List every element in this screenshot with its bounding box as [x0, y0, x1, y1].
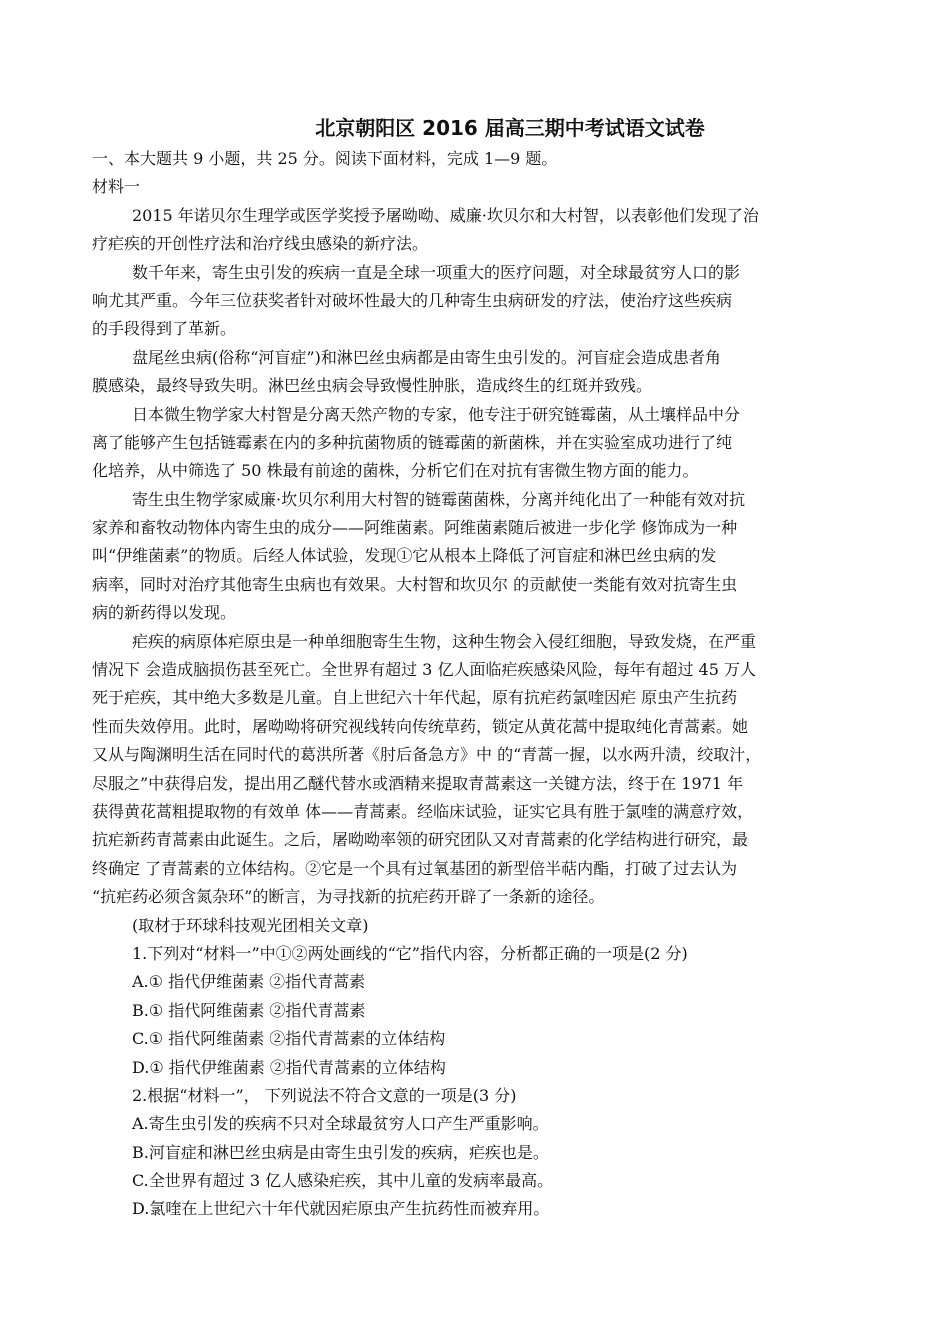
paragraph-line: 性而失效停用。此时，屠呦呦将研究视线转向传统草药，锁定从黄花蒿中提取纯化青蒿素。她	[92, 716, 749, 736]
paragraph-line: 死于疟疾，其中绝大多数是儿童。自上世纪六十年代起，原有抗疟药氯喹因疟 原虫产生抗药	[92, 688, 738, 708]
question-option: B.① 指代阿维菌素 ②指代青蒿素	[132, 1000, 366, 1020]
section-header: 一、本大题共 9 小题，共 25 分。阅读下面材料，完成 1—9 题。	[92, 149, 558, 168]
paragraph	[92, 344, 872, 401]
source-note: (取材于环球科技观光团相关文章)	[132, 915, 369, 935]
paragraph-line: 情况下 会造成脑损伤甚至死亡。全世界有超过 3 亿人面临疟疾感染风险，每年有超过 45 万人	[92, 660, 756, 680]
question-stem: 2.根据“材料一”， 下列说法不符合文意的一项是(3 分)	[132, 1085, 517, 1105]
paragraph-line: 2015 年诺贝尔生理学或医学奖授予屠呦呦、威廉·坎贝尔和大村智，以表彰他们发现了治	[132, 205, 759, 225]
paragraph-line: 又从与陶渊明生活在同时代的葛洪所著《肘后备急方》中 的“青蒿一握，以水两升渍，绞取汁，	[92, 745, 762, 765]
paragraph-line: “抗疟药必须含氮杂环”的断言，为寻找新的抗疟药开辟了一条新的途径。	[92, 887, 605, 907]
paragraph-line: 获得黄花蒿粗提取物的有效单 体——青蒿素。经临床试验，证实它具有胜于氯喹的满意疗效，	[92, 801, 754, 821]
paragraph	[92, 628, 872, 912]
paragraph-line: 响尤其严重。今年三位获奖者针对破坏性最大的几种寄生虫病研发的疗法，使治疗这些疾病	[92, 290, 733, 310]
paragraph	[92, 401, 872, 486]
paragraph-line: 病的新药得以发现。	[92, 603, 237, 623]
page-title: 北京朝阳区 2016 届高三期中考试语文试卷	[315, 116, 705, 140]
paragraph-line: 数千年来，寄生虫引发的疾病一直是全球一项重大的医疗问题，对全球最贫穷人口的影	[132, 262, 741, 282]
paragraph-line: 家养和畜牧动物体内寄生虫的成分——阿维菌素。阿维菌素随后被进一步化学 修饰成为一种	[92, 518, 738, 538]
paragraph-line: 病率，同时对治疗其他寄生虫病也有效果。大村智和坎贝尔 的贡献使一类能有效对抗寄生虫	[92, 574, 738, 594]
question	[92, 940, 872, 1082]
paragraph-line: 日本微生物学家大村智是分离天然产物的专家，他专注于研究链霉菌，从土壤样品中分	[132, 404, 741, 424]
question	[92, 1082, 872, 1224]
paragraph	[92, 486, 872, 628]
paragraph-line: 的手段得到了革新。	[92, 319, 237, 339]
paragraph-line: 尽服之”中获得启发，提出用乙醚代替水或酒精来提取青蒿素这一关键方法，终于在 1971 年	[92, 773, 744, 793]
paragraph-line: 叫“伊维菌素”的物质。后经人体试验，发现①它从根本上降低了河盲症和淋巴丝虫病的发	[92, 546, 717, 566]
question-stem: 1.下列对“材料一”中①②两处画线的“它”指代内容，分析都正确的一项是(2 分)	[132, 943, 688, 963]
paragraph-line: 离了能够产生包括链霉素在内的多种抗菌物质的链霉菌的新菌株，并在实验室成功进行了纯	[92, 432, 733, 452]
question-option: B.河盲症和淋巴丝虫病是由寄生虫引发的疾病，疟疾也是。	[132, 1142, 549, 1162]
paragraph-line: 膜感染，最终导致失明。淋巴丝虫病会导致慢性肿胀，造成终生的红斑并致残。	[92, 376, 653, 396]
paragraph	[92, 259, 872, 344]
material-label: 材料一	[92, 177, 141, 197]
question-option: C.① 指代阿维菌素 ②指代青蒿素的立体结构	[132, 1029, 446, 1049]
question-option: A.寄生虫引发的疾病不只对全球最贫穷人口产生严重影响。	[132, 1114, 549, 1134]
paragraph-line: 疟疾的病原体疟原虫是一种单细胞寄生生物，这种生物会入侵红细胞，导致发烧，在严重	[132, 631, 757, 651]
paragraph-line: 盘尾丝虫病(俗称“河盲症”)和淋巴丝虫病都是由寄生虫引发的。河盲症会造成患者角	[132, 347, 721, 367]
question-option: A.① 指代伊维菌素 ②指代青蒿素	[132, 972, 366, 992]
paragraph-line: 化培养，从中筛选了 50 株最有前途的菌株，分析它们在对抗有害微生物方面的能力。	[92, 461, 699, 481]
paragraph	[92, 202, 872, 259]
paragraph-line: 疗疟疾的开创性疗法和治疗线虫感染的新疗法。	[92, 234, 429, 254]
document-body	[92, 145, 872, 1224]
paragraph-line: 抗疟新药青蒿素由此诞生。之后，屠呦呦率领的研究团队又对青蒿素的化学结构进行研究，最	[92, 830, 749, 850]
paragraph-line: 终确定 了青蒿素的立体结构。②它是一个具有过氧基团的新型倍半萜内酯，打破了过去认为	[92, 858, 738, 878]
question-option: D.① 指代伊维菌素 ②指代青蒿素的立体结构	[132, 1057, 446, 1077]
question-option: D.氯喹在上世纪六十年代就因疟原虫产生抗药性而被弃用。	[132, 1199, 550, 1219]
question-option: C.全世界有超过 3 亿人感染疟疾，其中儿童的发病率最高。	[132, 1171, 554, 1191]
paragraph-line: 寄生虫生物学家威廉·坎贝尔利用大村智的链霉菌菌株，分离并纯化出了一种能有效对抗	[132, 489, 746, 509]
